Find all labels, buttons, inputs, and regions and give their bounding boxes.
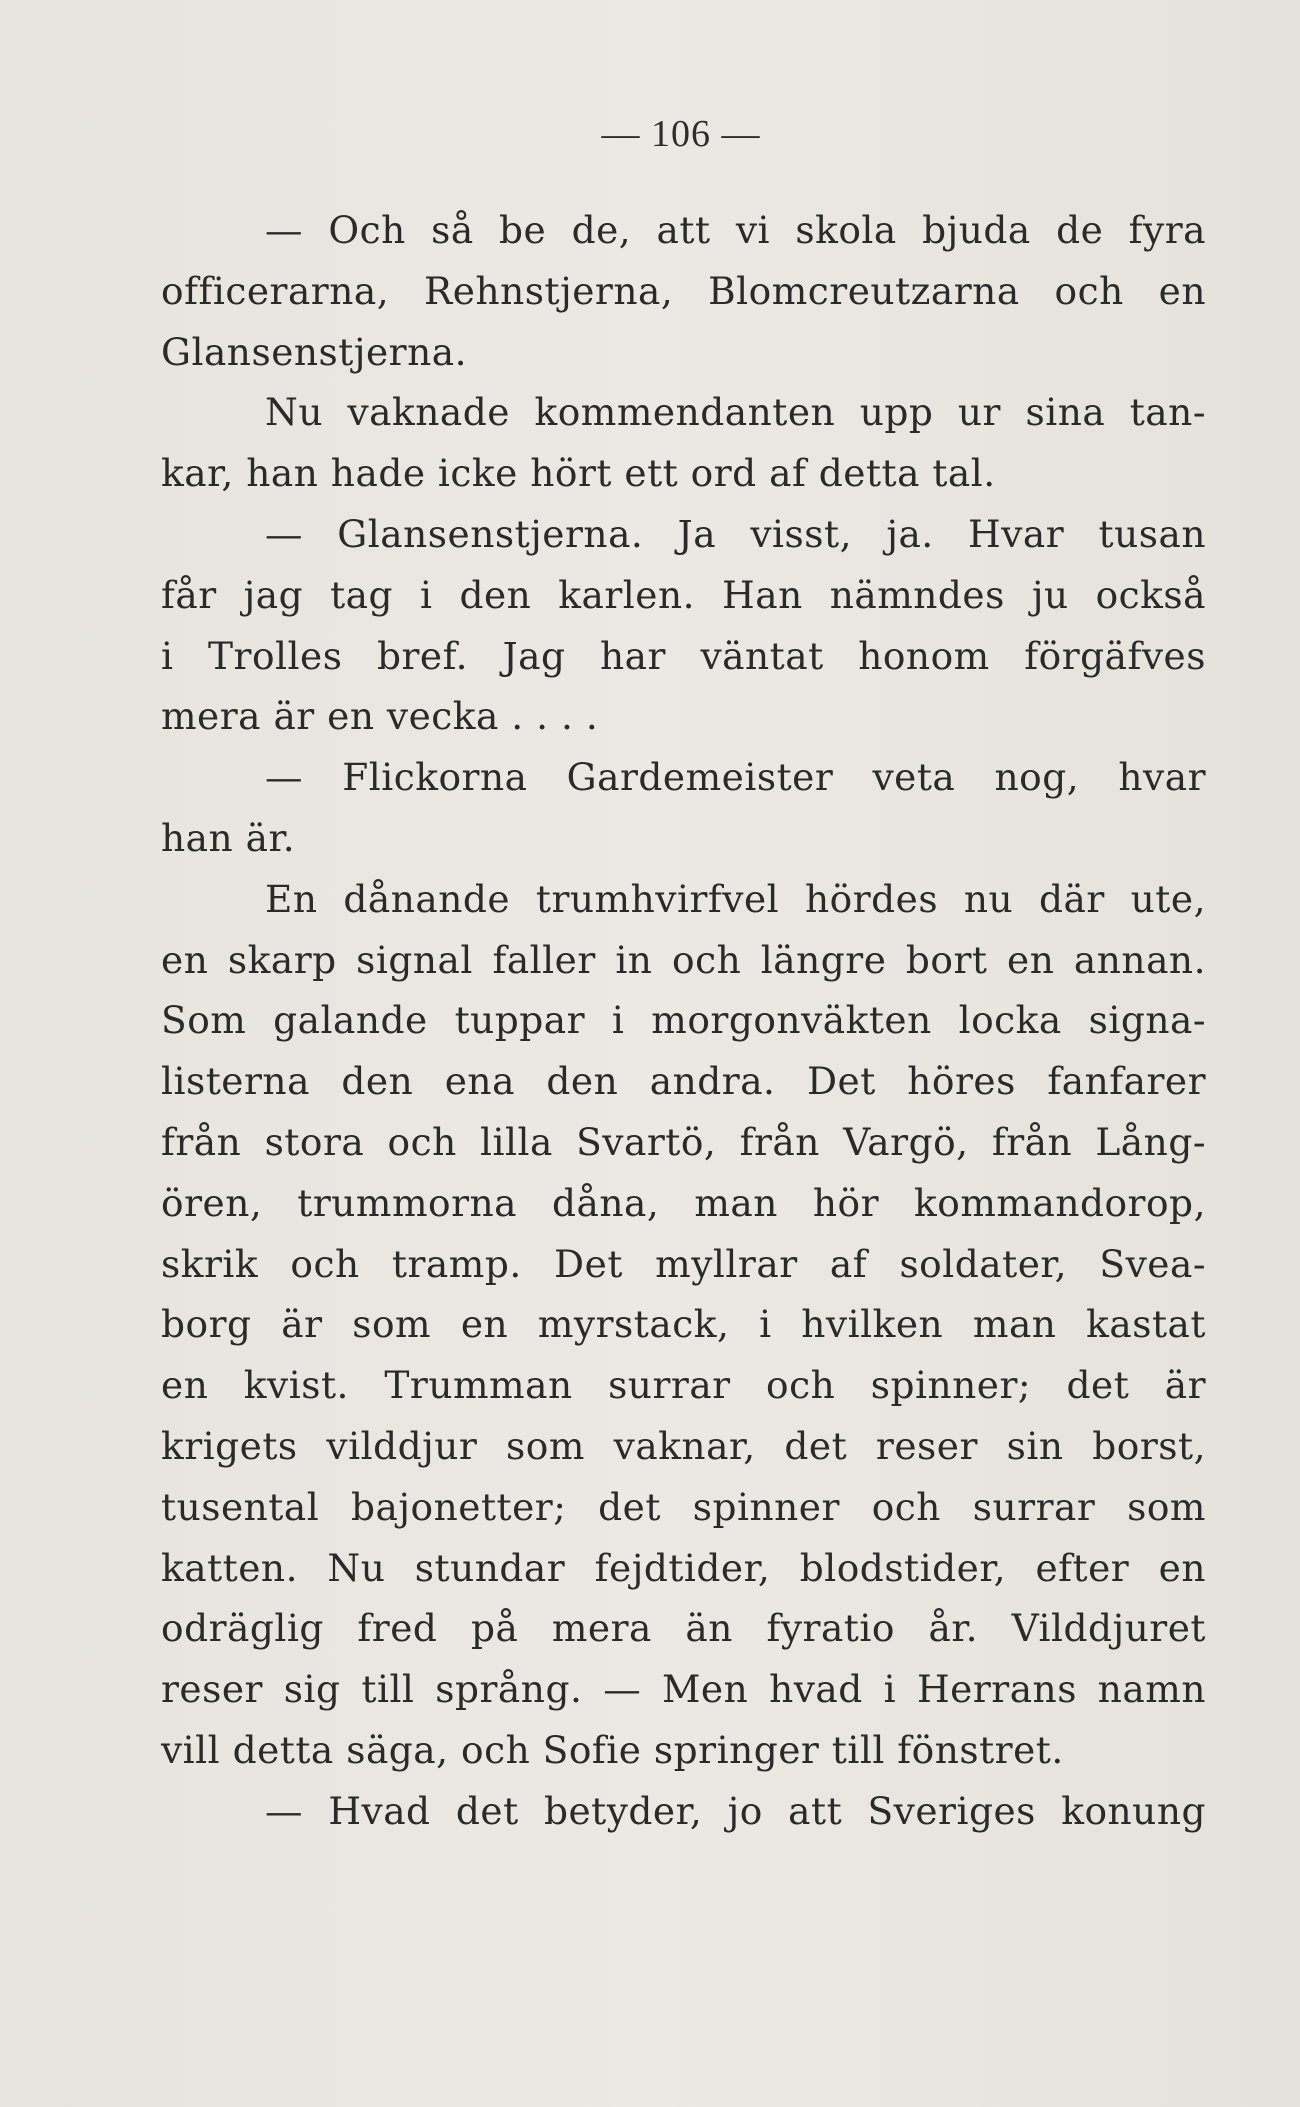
page-number: — 106 —	[601, 113, 761, 155]
text-line: en kvist. Trumman surrar och spinner; det är	[161, 1363, 1206, 1408]
text-line: — Och så be de, att vi skola bjuda de fyra	[265, 208, 1206, 252]
body-text	[161, 200, 1206, 1842]
text-line: ören, trummorna dåna, man hör kommandorop,	[161, 1180, 1206, 1225]
text-line: han är.	[161, 815, 296, 860]
text-line: katten. Nu stundar fejdtider, blodstider, efter en	[161, 1545, 1206, 1590]
text-line: — Hvad det betyder, jo att Sveriges konung	[265, 1788, 1206, 1833]
text-line: borg är som en myrstack, i hvilken man kastat	[161, 1302, 1206, 1347]
text-line: får jag tag i den karlen. Han nämndes ju också	[161, 572, 1206, 617]
text-line: skrik och tramp. Det myllrar af soldater, Svea-	[161, 1241, 1206, 1286]
text-line: mera är en vecka . . . .	[161, 694, 599, 739]
text-line: Som galande tuppar i morgonväkten locka signa-	[161, 998, 1206, 1043]
text-line: kar, han hade icke hört ett ord af detta tal.	[161, 451, 996, 496]
text-line: från stora och lilla Svartö, från Vargö, från Lång-	[161, 1119, 1206, 1164]
text-line: tusental bajonetter; det spinner och surrar som	[161, 1484, 1206, 1529]
text-line: en skarp signal faller in och längre bort en annan.	[161, 937, 1206, 982]
text-line: — Flickorna Gardemeister veta nog, hvar	[265, 755, 1206, 800]
text-line: Glansenstjerna.	[161, 329, 468, 374]
text-line: — Glansenstjerna. Ja visst, ja. Hvar tusan	[265, 511, 1206, 556]
text-line: odräglig fred på mera än fyratio år. Vilddjuret	[161, 1606, 1206, 1651]
text-line: krigets vilddjur som vaknar, det reser sin borst,	[161, 1423, 1206, 1468]
text-line: listerna den ena den andra. Det höres fanfarer	[161, 1059, 1206, 1104]
text-line: i Trolles bref. Jag har väntat honom förgäfves	[161, 633, 1206, 678]
text-line: Nu vaknade kommendanten upp ur sina tan-	[265, 390, 1206, 435]
text-line: En dånande trumhvirfvel hördes nu där ute,	[265, 876, 1206, 921]
text-line: officerarna, Rehnstjerna, Blomcreutzarna och en	[161, 268, 1206, 313]
text-line: vill detta säga, och Sofie springer till fönstret.	[161, 1727, 1064, 1772]
text-line: reser sig till språng. — Men hvad i Herrans namn	[161, 1667, 1206, 1712]
